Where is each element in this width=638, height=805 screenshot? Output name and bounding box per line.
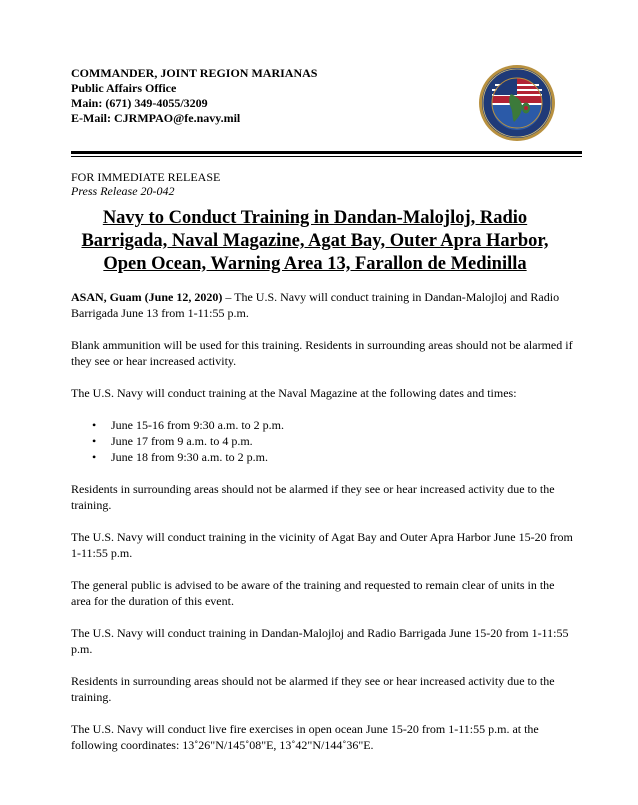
paragraph: Residents in surrounding areas should not be alarmed if they see or hear increased activity due to the training. bbox=[71, 674, 555, 704]
schedule-list bbox=[71, 417, 576, 465]
header-divider-thick bbox=[71, 151, 582, 154]
release-label: FOR IMMEDIATE RELEASE bbox=[71, 170, 221, 184]
list-item bbox=[92, 417, 576, 433]
paragraph: The U.S. Navy will conduct training at the Naval Magazine at the following dates and times: bbox=[71, 386, 517, 400]
paragraph: Residents in surrounding areas should not be alarmed if they see or hear increased activity due to the training. bbox=[71, 482, 555, 512]
main-phone: Main: (671) 349-4055/3209 bbox=[71, 96, 208, 110]
title-line: Navy to Conduct Training in Dandan-Malojloj, Radio bbox=[102, 208, 528, 228]
paragraph-text: – The U.S. Navy will conduct training in Dandan-Malojloj and Radio Barrigada June 13 from 1-11:55 p.m. bbox=[71, 290, 560, 320]
page-title bbox=[60, 207, 570, 276]
paragraph: Blank ammunition will be used for this training. Residents in surrounding areas should not be alarmed if they see or hear increased activity. bbox=[71, 338, 573, 368]
release-info bbox=[71, 170, 220, 198]
list-item bbox=[92, 449, 576, 465]
bullet-icon: • bbox=[92, 434, 97, 448]
title-line: Barrigada, Naval Magazine, Agat Bay, Outer Apra Harbor, bbox=[81, 231, 549, 251]
org-name: COMMANDER, JOINT REGION MARIANAS bbox=[71, 66, 318, 80]
paragraph: The U.S. Navy will conduct training in the vicinity of Agat Bay and Outer Apra Harbor June 15-20 from 1-11:55 p.m. bbox=[71, 530, 573, 560]
list-item bbox=[92, 433, 576, 449]
bullet-icon: • bbox=[92, 418, 97, 432]
list-item-text: June 18 from 9:30 a.m. to 2 p.m. bbox=[111, 450, 268, 464]
email-address: E-Mail: CJRMPAO@fe.navy.mil bbox=[71, 111, 241, 125]
paragraph: The general public is advised to be aware of the training and requested to remain clear of units in the area for the duration of this event. bbox=[71, 578, 555, 608]
press-release-number: Press Release 20-042 bbox=[71, 184, 175, 198]
joint-region-marianas-seal-icon bbox=[478, 64, 556, 142]
header-divider-thin bbox=[71, 156, 582, 157]
paragraph-dateline bbox=[71, 289, 576, 321]
bullet-icon: • bbox=[92, 450, 97, 464]
letterhead bbox=[71, 66, 317, 126]
release-body bbox=[71, 289, 576, 769]
paragraph: The U.S. Navy will conduct training in Dandan-Malojloj and Radio Barrigada June 15-20 from 1-11:55 p.m. bbox=[71, 626, 569, 656]
dateline: ASAN, Guam (June 12, 2020) bbox=[71, 290, 223, 304]
list-item-text: June 15-16 from 9:30 a.m. to 2 p.m. bbox=[111, 418, 284, 432]
office-name: Public Affairs Office bbox=[71, 81, 177, 95]
list-item-text: June 17 from 9 a.m. to 4 p.m. bbox=[111, 434, 253, 448]
title-line: Open Ocean, Warning Area 13, Farallon de Medinilla bbox=[103, 254, 527, 274]
paragraph: The U.S. Navy will conduct live fire exercises in open ocean June 15-20 from 1-11:55 p.m. at the following coordinates: 13˚26"N/145˚08"E, 13˚42"N/144˚36"E. bbox=[71, 722, 539, 752]
